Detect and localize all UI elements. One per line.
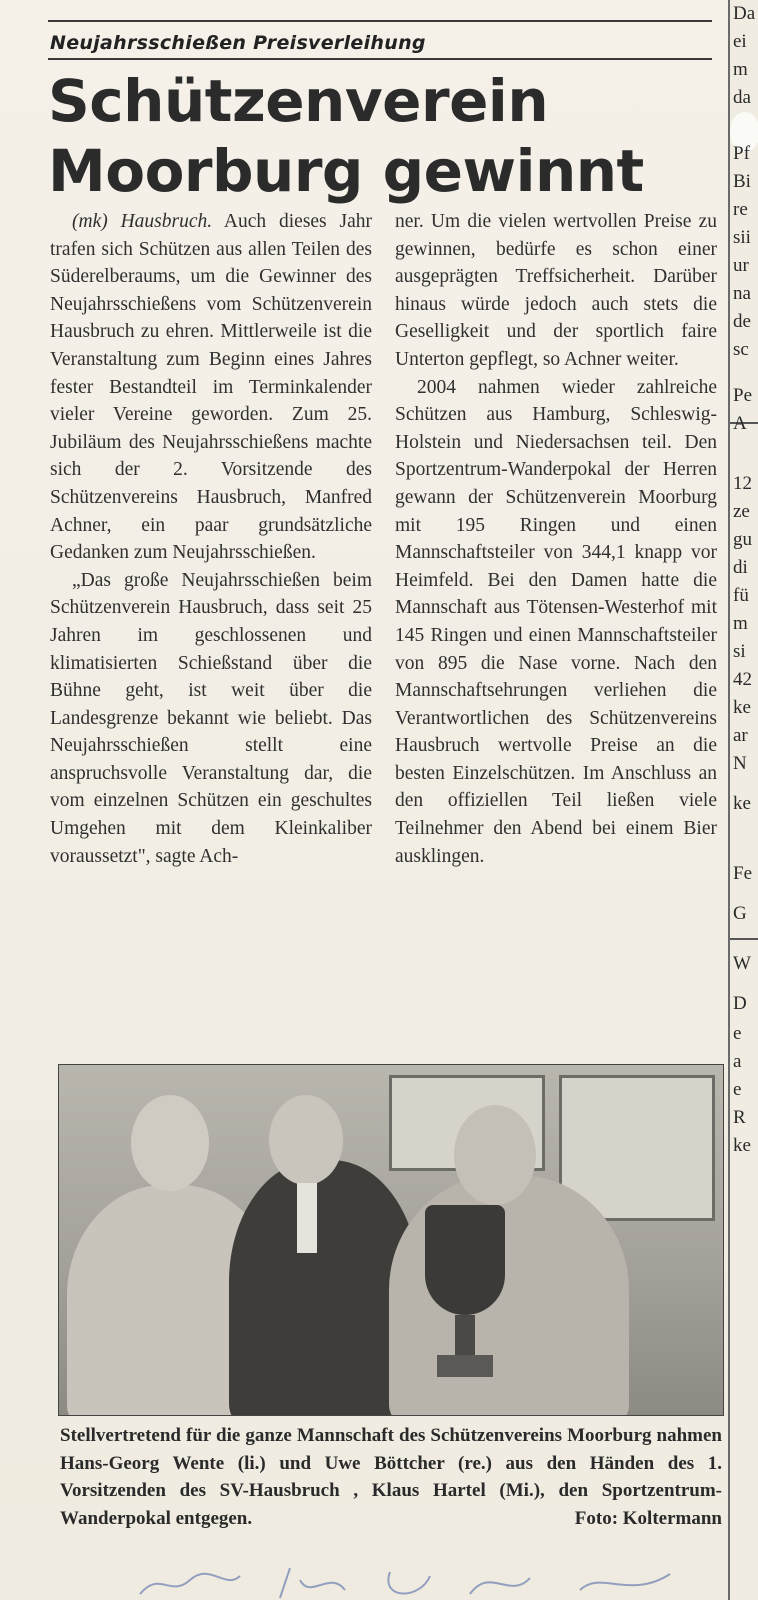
neighbor-column-fragment: G (733, 903, 747, 924)
neighbor-column-fragment: sii (733, 227, 751, 248)
handwritten-annotation (130, 1560, 690, 1600)
neighbor-column-fragment: R (733, 1107, 746, 1128)
person-left-head (131, 1095, 209, 1191)
neighbor-column-fragment: e (733, 1079, 742, 1100)
neighbor-column-fragment: na (733, 283, 751, 304)
shirt-collar (297, 1183, 317, 1253)
neighbor-column-fragment: ke (733, 1135, 751, 1156)
photo-credit: Foto: Koltermann (574, 1507, 722, 1529)
neighbor-column-fragment: W (733, 953, 751, 974)
article-kicker: Neujahrsschießen Preisverleihung (50, 32, 426, 54)
neighbor-column-fragment: Bi (733, 171, 751, 192)
person-right-head (454, 1105, 536, 1205)
neighbor-column-fragment: fü (733, 585, 749, 606)
neighbor-column-fragment: e (733, 1023, 742, 1044)
neighbor-column-fragment: di (733, 557, 748, 578)
neighbor-column-fragment: gu (733, 529, 752, 550)
neighbor-column-fragment: m (733, 613, 748, 634)
paragraph-text: Auch dieses Jahr trafen sich Schützen aus allen Teilen des Süderelberaums, um die Gewinner des Neujahrsschießens vom Schützenverein Hausbruch zu ehren. Mittlerweile ist die Veranstaltung zum Beginn eines Jahres fester Bestandteil im Terminkalender vieler Vereine geworden. Zum 25. Jubiläum des Neujahrsschießens machte sich der 2. Vorsitzende des Schützenvereins Hausbruch, Manfred Achner, ein paar grundsätzliche Gedanken zum Neujahrsschießen. (50, 211, 372, 564)
paragraph: „Das große Neujahrsschießen beim Schützenverein Hausbruch, dass seit 25 Jahren im geschlossenen und klimatisierten Schießstand über die Bühne geht, ist weit über die Landesgrenze bekannt wie beliebt. Das Neujahrsschießen stellt eine anspruchsvolle Veranstaltung dar, die vom einzelnen Schützen ein geschultes Umgehen mit dem Kleinkaliber voraussetzt", sagte Ach- (50, 569, 372, 867)
neighbor-column-fragment: ze (733, 501, 750, 522)
neighbor-column-fragment: N (733, 753, 747, 774)
neighbor-column-fragment: m (733, 59, 748, 80)
neighbor-column-fragment: Fe (733, 863, 752, 884)
neighbor-column-fragment: ur (733, 255, 749, 276)
article-photo (58, 1064, 724, 1416)
neighbor-column-fragment: si (733, 641, 746, 662)
article-headline (48, 66, 668, 206)
neighbor-column-fragment: da (733, 87, 751, 108)
paragraph: ner. Um die vielen wertvollen Preise zu gewinnen, bedürfe es schon einer ausgeprägten Treffsicherheit. Darüber hinaus würde jedoch auch stets die Geselligkeit und der sportlich faire Unterton gepflegt, so Achner weiter. (395, 211, 717, 370)
neighbor-column-fragment: A (733, 413, 747, 434)
neighbor-column-fragment: ke (733, 697, 751, 718)
neighbor-column-fragment: ar (733, 725, 748, 746)
trophy-stem (455, 1315, 475, 1355)
trophy-base (437, 1355, 493, 1377)
neighbor-column-fragment: Pf (733, 143, 750, 164)
kicker-rule (48, 58, 712, 60)
neighbor-column-fragment: de (733, 311, 751, 332)
trophy-icon (425, 1205, 505, 1315)
neighbor-column-fragment: re (733, 199, 748, 220)
caption-text: Stellvertretend für die ganze Mannschaft des Schützenvereins Moorburg nahmen Hans-Georg Wente (li.) und Uwe Böttcher (re.) aus den Händen des 1. Vorsitzenden des SV-Hausbruch , Klaus Hartel (Mi.), den Sportzentrum-Wanderpokal entgegen. (60, 1425, 722, 1529)
paragraph: 2004 nahmen wieder zahlreiche Schützen aus Hamburg, Schleswig-Holstein und Niedersachsen teil. Den Sportzentrum-Wanderpokal der Herren gewann der Schützenverein Moorburg mit 195 Ringen und einen Mannschaftsteiler von 344,1 knapp vor Heimfeld. Bei den Damen hatte die Mannschaft aus Tötensen-Westerhof mit 145 Ringen und einen Mannschaftsteiler von 895 die Nase vorne. Nach den Mannschaftsehrungen verliehen die Verantwortlichen des Schützenvereins Hausbruch wertvolle Preise an die besten Einzelschützen. Im Anschluss an den offiziellen Teil ließen viele Teilnehmer den Abend bei einem Bier ausklingen. (395, 376, 717, 867)
strip-rule (730, 938, 758, 940)
paragraph (50, 208, 372, 567)
neighbor-column-fragment: ei (733, 31, 747, 52)
article-column-2 (395, 208, 717, 870)
neighbor-column-fragment: Pe (733, 385, 752, 406)
neighbor-column-fragment: sc (733, 339, 749, 360)
article-column-1 (50, 208, 372, 870)
top-rule (48, 20, 712, 22)
neighbor-column-fragment: ke (733, 793, 751, 814)
adjacent-column-strip (728, 0, 758, 1600)
neighbor-column-fragment: 42 (733, 669, 752, 690)
headline-line-2: Moorburg gewinnt (48, 137, 644, 205)
headline-line-1: Schützenverein (48, 67, 549, 135)
dateline: (mk) Hausbruch. (72, 211, 213, 232)
neighbor-column-fragment: D (733, 993, 747, 1014)
photo-caption (60, 1422, 722, 1532)
neighbor-column-fragment: a (733, 1051, 742, 1072)
person-middle-head (269, 1095, 343, 1185)
neighbor-column-fragment: Da (733, 3, 756, 24)
neighbor-column-fragment: 12 (733, 473, 752, 494)
